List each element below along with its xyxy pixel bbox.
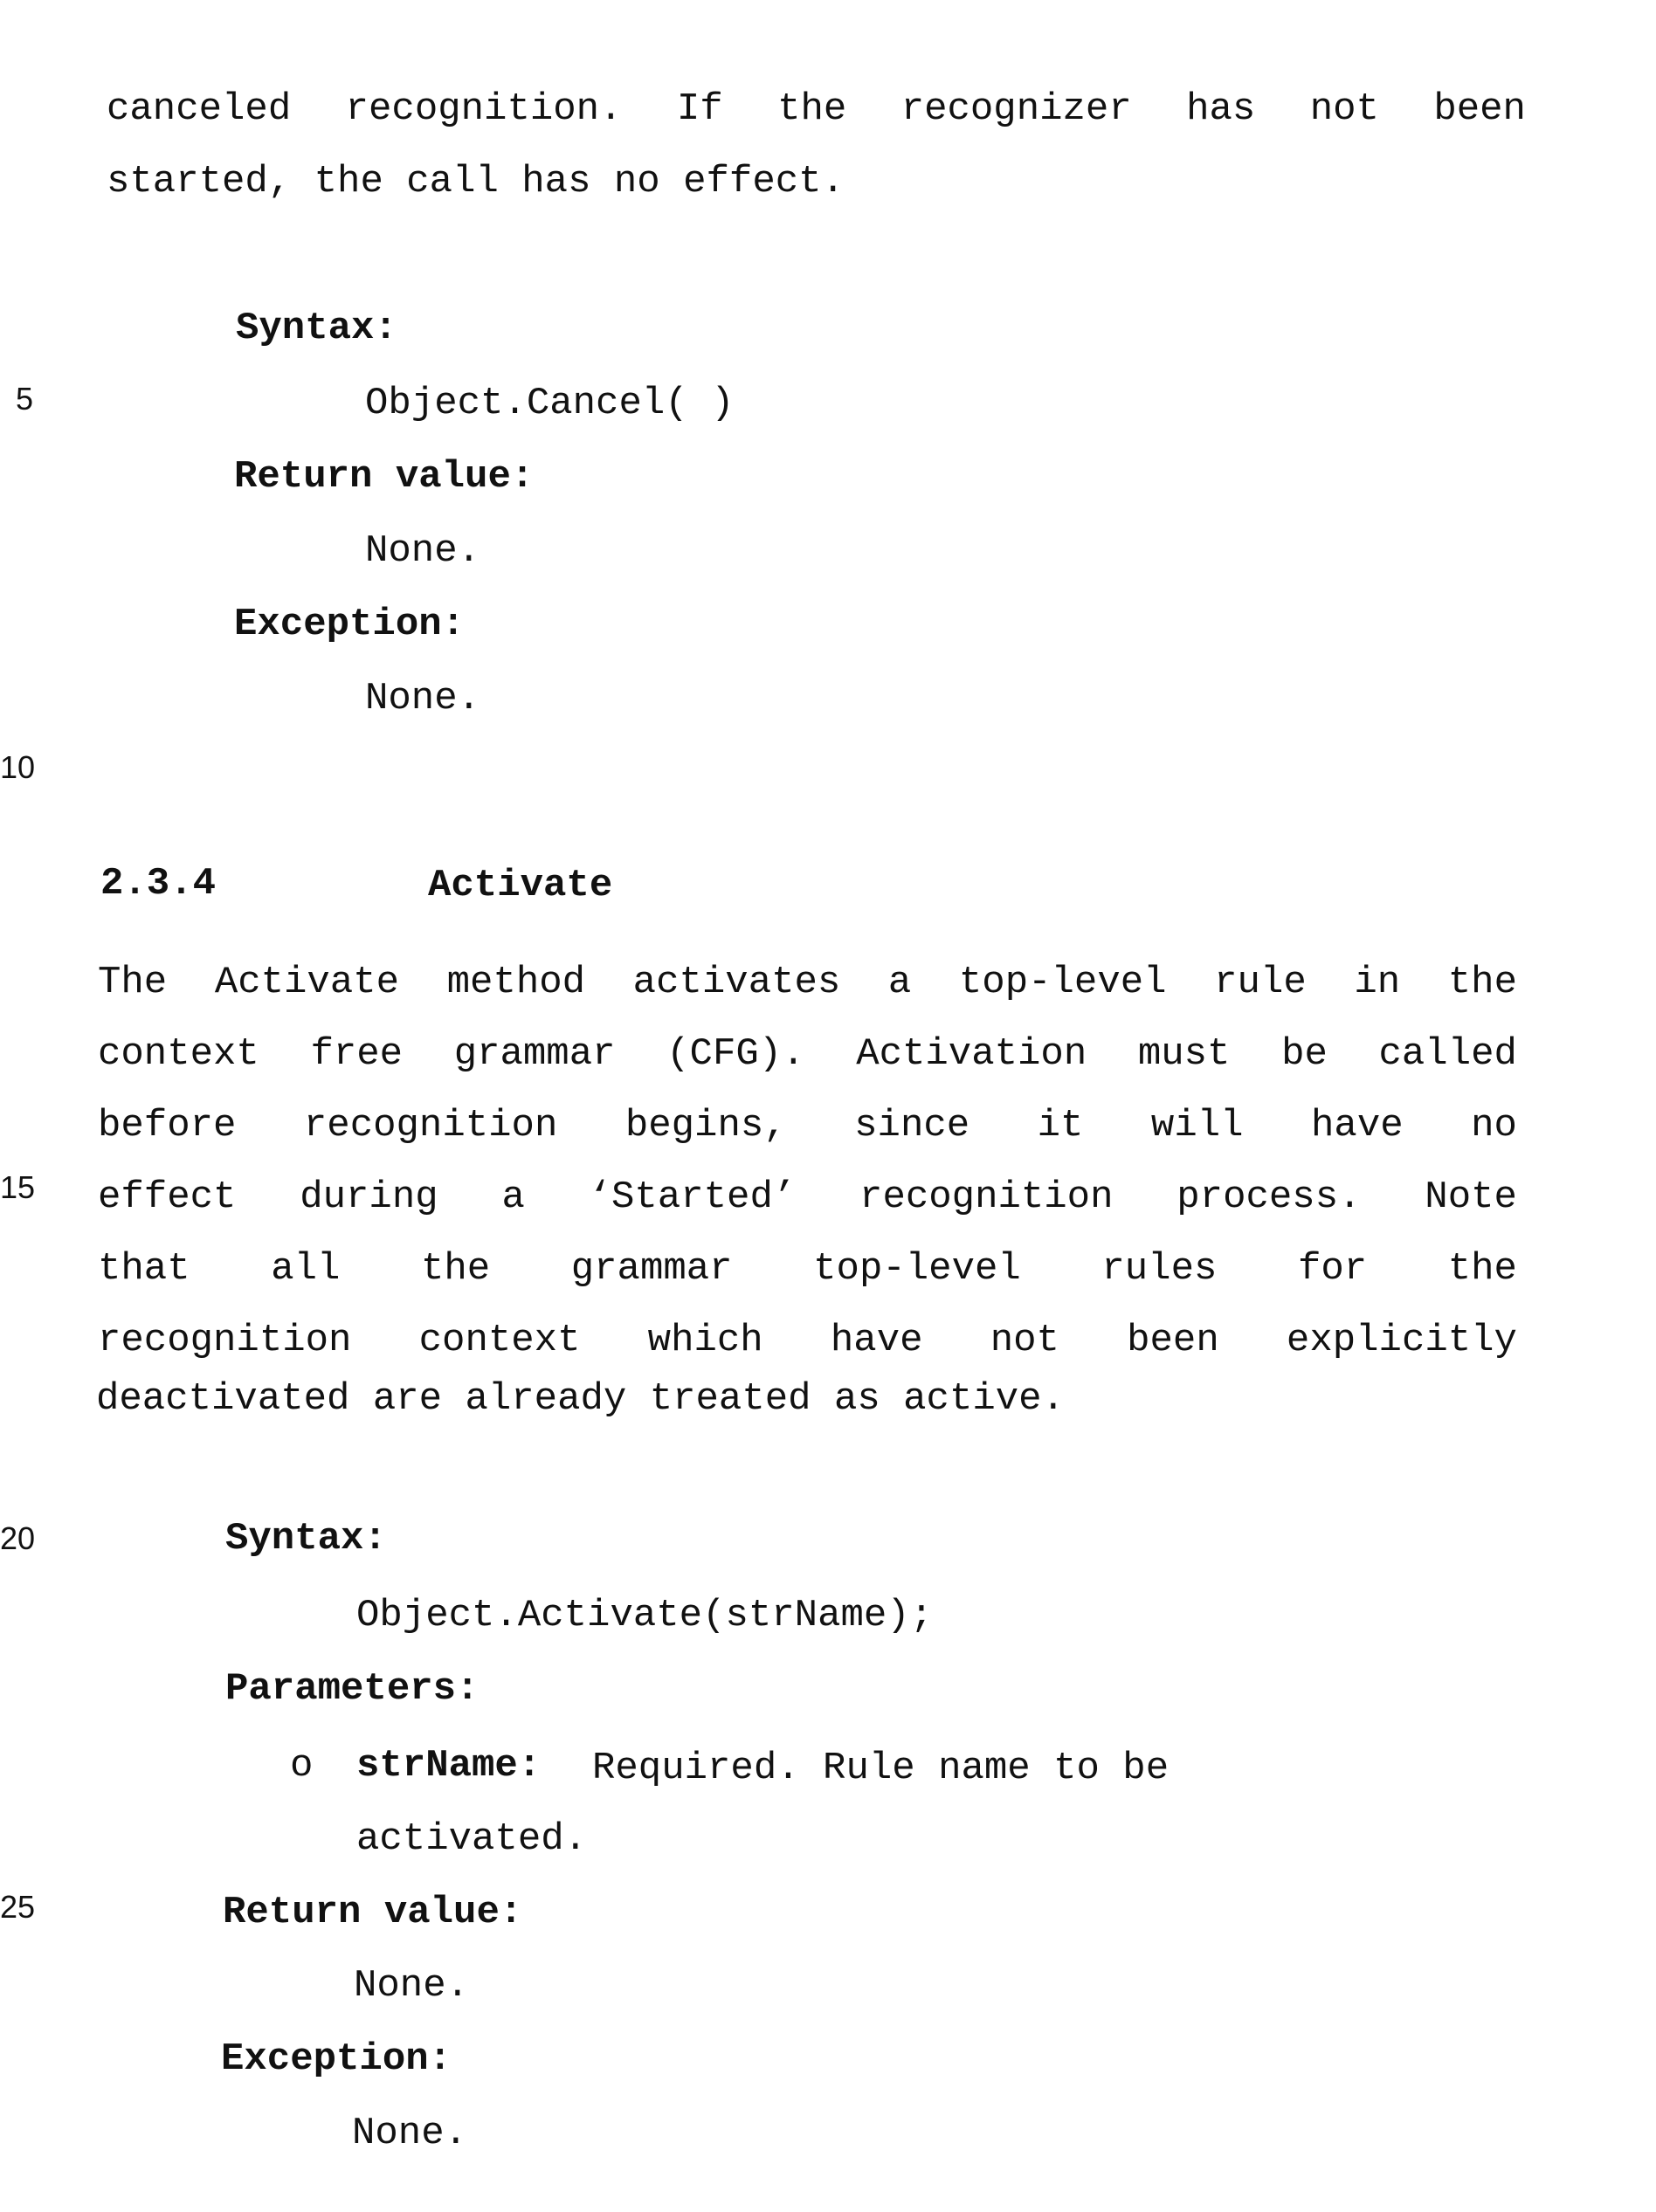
intro-line-1	[107, 87, 1526, 131]
section-number: 2.3.4	[100, 862, 217, 906]
word: Note	[1425, 1175, 1517, 1219]
word: which	[647, 1319, 763, 1362]
word: top-level	[813, 1247, 1021, 1291]
para-line	[98, 1247, 1517, 1291]
word: (CFG).	[666, 1032, 805, 1076]
word: activates	[632, 961, 841, 1004]
line-number: 15	[0, 1169, 36, 1205]
cancel-exception-value: None.	[365, 677, 481, 720]
word: a	[887, 961, 912, 1004]
word: it	[1037, 1104, 1084, 1147]
word: have	[1311, 1104, 1404, 1147]
word: context	[98, 1032, 259, 1076]
param-name: strName:	[356, 1744, 542, 1788]
word: explicitly	[1286, 1319, 1517, 1362]
word: the	[1447, 961, 1517, 1004]
word: will	[1150, 1104, 1244, 1147]
word: The	[98, 961, 168, 1004]
para-line	[98, 1104, 1517, 1147]
param-desc: Required. Rule name to be	[592, 1747, 1170, 1790]
word: before	[98, 1104, 237, 1147]
word: ‘Started’	[588, 1175, 797, 1219]
cancel-syntax-label: Syntax:	[236, 307, 397, 350]
word: rule	[1214, 961, 1307, 1004]
word: grammar	[453, 1032, 616, 1076]
word: been	[1127, 1319, 1219, 1362]
para-line	[98, 1175, 1517, 1219]
para-line	[98, 961, 1517, 1004]
word: rules	[1101, 1247, 1218, 1291]
word: in	[1354, 961, 1401, 1004]
para-line	[98, 1319, 1517, 1362]
word: recognition	[303, 1104, 558, 1147]
word: the	[420, 1247, 491, 1291]
word: the	[777, 87, 847, 131]
word: If	[676, 87, 723, 131]
word: canceled	[107, 87, 292, 131]
line-number: 25	[0, 1889, 36, 1925]
activate-return-value: None.	[354, 1964, 470, 2008]
intro-line-2: started, the call has no effect.	[107, 160, 845, 203]
bullet-icon: o	[290, 1744, 314, 1788]
word: called	[1378, 1032, 1517, 1076]
word: for	[1297, 1247, 1368, 1291]
word: recognition	[98, 1319, 352, 1362]
param-desc-cont: activated.	[356, 1817, 588, 1861]
cancel-return-value: None.	[365, 529, 481, 573]
word: recognizer	[900, 87, 1132, 131]
line-number: 20	[0, 1520, 36, 1556]
word: recognition	[859, 1175, 1114, 1219]
word: effect	[98, 1175, 237, 1219]
word: be	[1281, 1032, 1328, 1076]
word: a	[501, 1175, 525, 1219]
word: begins,	[624, 1104, 787, 1147]
word: not	[990, 1319, 1059, 1362]
cancel-exception-label: Exception:	[234, 603, 466, 646]
word: since	[854, 1104, 970, 1147]
word: top-level	[958, 961, 1167, 1004]
activate-syntax-label: Syntax:	[225, 1517, 387, 1561]
word: not	[1309, 87, 1379, 131]
para-line	[98, 1032, 1517, 1076]
word: must	[1137, 1032, 1231, 1076]
word: no	[1471, 1104, 1517, 1147]
word: have	[830, 1319, 923, 1362]
word: recognition.	[345, 87, 623, 131]
activate-exception-value: None.	[352, 2112, 468, 2155]
line-number: 5	[16, 381, 34, 417]
word: all	[271, 1247, 341, 1291]
word: that	[98, 1247, 190, 1291]
word: during	[300, 1175, 438, 1219]
cancel-syntax: Object.Cancel( )	[365, 382, 735, 425]
word: has	[1186, 87, 1256, 131]
activate-return-label: Return value:	[223, 1891, 523, 1934]
activate-params-label: Parameters:	[225, 1667, 480, 1711]
word: free	[310, 1032, 404, 1076]
word: Activate	[214, 961, 400, 1004]
word: the	[1447, 1247, 1517, 1291]
section-title: Activate	[428, 864, 613, 907]
word: been	[1433, 87, 1526, 131]
activate-exception-label: Exception:	[221, 2037, 452, 2081]
para-last-line: deactivated are already treated as active.	[96, 1377, 1065, 1421]
activate-syntax: Object.Activate(strName);	[356, 1594, 934, 1637]
word: context	[418, 1319, 581, 1362]
word: Activation	[856, 1032, 1087, 1076]
word: process.	[1176, 1175, 1362, 1219]
word: grammar	[570, 1247, 733, 1291]
word: method	[446, 961, 586, 1004]
line-number: 10	[0, 749, 36, 785]
cancel-return-label: Return value:	[234, 455, 535, 499]
